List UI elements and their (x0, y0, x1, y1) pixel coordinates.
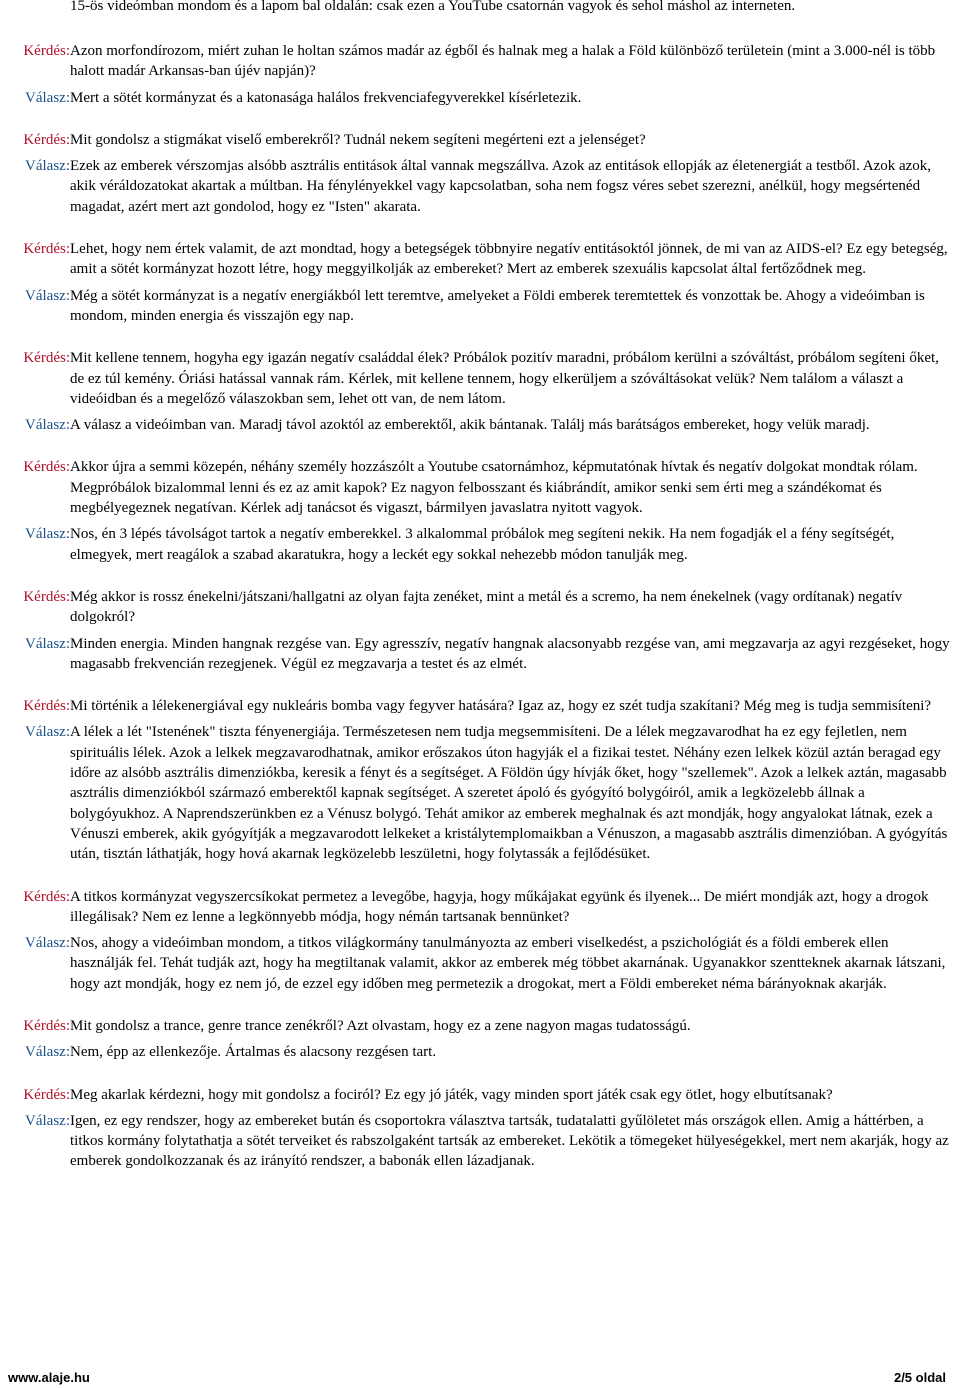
question-text: A titkos kormányzat vegyszercsíkokat permetez a levegőbe, hagyja, hogy műkájakat együnk és ilyenek... De miért mondják azt, hogy a drogok illegálisak? Nem ez lenne a legkönnyebb módja, hogy némán tartsanak bennünket? (70, 888, 929, 925)
question-label: Kérdés: (23, 588, 70, 605)
question-text: Azon morfondírozom, miért zuhan le holtan számos madár az égből és halnak meg a halak a Föld különböző területein (mint a 3.000-nél is több halott madár Arkansas-ban újév napján)? (70, 43, 936, 80)
question-text: Akkor újra a semmi közepén, néhány személy hozzászólt a Youtube csatornámhoz, képmutatónak hívtak és negatív dolgokat mondtak rólam. Megpróbálok bizalommal lenni és ez az amit kapok? Ez nagyon felbosszant és kiábrándít, amikor senki sem érti meg a szándékomat és megbélyegeznek negatívan. Kérlek adj tanácsot és vigaszt, bármilyen javaslatra nyitott vagyok. (70, 459, 918, 517)
answer-text: Igen, ez egy rendszer, hogy az embereket bután és csoportokra választva tartsák, tudatalatti gyűlöletet más országok ellen. Amig a háttérben, a titkos kormány folytathatja a sötét terveiket és rabszolgaként tartsák az embereket. Lekötik a tömegeket hülyeségekkel, mert nem akarják, hogy az emberek gondolkozzanak és az irányító rendszer, a babonák ellen lázadjanak. (70, 1112, 949, 1170)
answer-label: Válasz: (25, 935, 70, 952)
qa-block (0, 130, 960, 217)
question-label: Kérdés: (23, 241, 70, 258)
question-row (0, 1016, 960, 1036)
answer-text: Nos, én 3 lépés távolságot tartok a negatív emberekkel. 3 alkalommal próbálok meg segíteni nekik. Ha nem fogadják el a fény segítségét, elmegyek, mert reagálok a szabad akaratukra, hogy a leckét egy sokkal nehezebb módon tanulják meg. (70, 526, 895, 563)
answer-text: A válasz a videóimban van. Maradj távol azoktól az emberektől, akik bántanak. Találj más barátságos embereket, hogy velük maradj. (70, 417, 870, 434)
question-row (0, 41, 960, 82)
question-label: Kérdés: (23, 1086, 70, 1103)
qa-block (0, 457, 960, 564)
answer-text: Ezek az emberek vérszomjas alsóbb asztrális entitások által vannak megszállva. Azok az entitások ellopják az életenergiát a testből. Azok azok, akik véráldozatokat akartak a múltban. Ha fénylényekkel vagy kapcsolatban, soha nem fogsz véres sebet szerezni, anélkül, hogy megsértenéd magadat, azért mert azt gondolod, hogy ez "Isten" akarata. (70, 158, 932, 215)
answer-label: Válasz: (25, 89, 70, 106)
answer-text: A lélek a lét "Istenének" tiszta fényenergiája. Természetesen nem tudja megsemmisíteni. De a lélek megzavarodhat ha ez egy fejletlen, nem spirituális lélek. Azok a lelkek megzavarodhatnak, amikor erőszakos úton hagyják el a fizikai testet. Néhány ezen lelkek közül aztán beragad egy időre az alsóbb asztrális dimenziókba, keresik a fényt és a segítséget. A Földön úgy hívják őket, hogy "szellemek". Azok a lelkek aztán, magasabb asztrális dimenziókból származó emberektől kapnak segítséget. A szeretet ápoló és gyógyító bolygóiról, amik a legközelebb állnak a bolygóyukhoz. A Naprendszerünkben ez a Vénusz bolygó. Tehát amikor az emberek meghalnak és azt mondják, hogy angyalokat látnak, ezek a Vénuszi emberek, akik gyógyítják a megzavarodott lelkeket a kristálytemplomaikban a Vénuszon, a magasabb asztrális dimenzióban. A gyógyítás után, tisztán láthatják, hogy hová akarnak legközelebb leszületni, hogy folytassák a fejlődésüket. (70, 724, 948, 863)
answer-row (0, 156, 960, 217)
question-label: Kérdés: (23, 888, 70, 905)
question-label: Kérdés: (23, 1017, 70, 1034)
qa-block (0, 696, 960, 864)
answer-label: Válasz: (25, 158, 70, 175)
question-text: Még akkor is rossz énekelni/játszani/hallgatni az olyan fajta zenéket, mint a metál és a scremo, ha nem énekelnek (vagy ordítanak) negatív dolgokról? (70, 588, 903, 626)
qa-block (0, 887, 960, 994)
answer-label: Válasz: (25, 635, 70, 652)
question-label: Kérdés: (23, 131, 70, 148)
question-label: Kérdés: (23, 43, 70, 59)
answer-label: Válasz: (25, 417, 70, 434)
answer-row (0, 1111, 960, 1172)
question-text: Mi történik a lélekenergiával egy nukleáris bomba vagy fegyver hatására? Igaz az, hogy ez szét tudja szakítani? Még meg is tudja semmisíteni? (70, 698, 932, 715)
question-text: Mit gondolsz a stigmákat viselő emberekről? Tudnál nekem segíteni megérteni ezt a jelenséget? (70, 131, 646, 148)
footer-site: www.alaje.hu (8, 1370, 90, 1385)
qa-block (0, 348, 960, 435)
question-text: Mit kellene tennem, hogyha egy igazán negatív családdal élek? Próbálok pozitív maradni, próbálom kerülni a szóváltást, próbálom segíteni őket, de ez túl kemény. Óriási hatással vannak rám. Kérlek, mit kellene tennem, hogy elkerüljem a szóváltásokat velük? Nem találom a választ a videóidban és a megelőző válaszokban sem, lehet ott van, de nem látom. (70, 350, 939, 407)
question-row (0, 696, 960, 716)
answer-row (0, 524, 960, 565)
intro-text: 15-ös videómban mondom és a lapom bal oldalán: csak ezen a YouTube csatornán vagyok és sehol máshol az interneten. (70, 0, 796, 14)
question-label: Kérdés: (23, 459, 70, 476)
question-text: Meg akarlak kérdezni, hogy mit gondolsz a fociról? Ez egy jó játék, vagy minden sport játék csak egy ötlet, hogy elbutítsanak? (70, 1086, 833, 1103)
question-text: Lehet, hogy nem értek valamit, de azt mondtad, hogy a betegségek többnyire negatív entitásoktól jönnek, de mi van az AIDS-el? Ez egy betegség, amit a sötét kormányzat hozott létre, hogy meggyilkolják az embereket? Mert az emberek szexuális kapcsolat által fertőződnek meg. (70, 241, 948, 278)
qa-block (0, 1085, 960, 1172)
qa-block (0, 239, 960, 326)
question-row (0, 348, 960, 409)
answer-label: Válasz: (25, 1044, 70, 1061)
answer-label: Válasz: (25, 526, 70, 543)
question-row (0, 887, 960, 928)
qa-block (0, 1016, 960, 1063)
question-row (0, 587, 960, 628)
answer-label: Válasz: (25, 724, 70, 741)
question-row (0, 457, 960, 518)
answer-row (0, 933, 960, 994)
answer-text: Mert a sötét kormányzat és a katonasága halálos frekvenciafegyverekkel kísérletezik. (70, 89, 582, 106)
question-text: Mit gondolsz a trance, genre trance zenékről? Azt olvastam, hogy ez a zene nagyon magas tudatosságú. (70, 1017, 691, 1034)
answer-label: Válasz: (25, 1112, 70, 1129)
page-footer (8, 1368, 946, 1388)
answer-row (0, 722, 960, 864)
question-label: Kérdés: (23, 698, 70, 715)
answer-row (0, 415, 960, 435)
answer-label: Válasz: (25, 287, 70, 304)
footer-page-number: 2/5 oldal (893, 1370, 946, 1385)
answer-text: Még a sötét kormányzat is a negatív energiákból lett teremtve, amelyeket a Földi emberek teremtettek és vonzottak be. Ahogy a videóimban is mondom, minden energia és visszajön egy nap. (70, 287, 925, 324)
qa-block (0, 41, 960, 108)
question-row (0, 130, 960, 150)
answer-row (0, 1042, 960, 1062)
qa-block (0, 587, 960, 674)
answer-text: Minden energia. Minden hangnak rezgése van. Egy agresszív, negatív hangnak alacsonyabb rezgése van, ami megzavarja az agyi rezgéseket, hogy magasabb frekvencián rezegjenek. Végül ez megzavarja a testet és az elmét. (70, 635, 950, 672)
answer-text: Nos, ahogy a videóimban mondom, a titkos világkormány tanulmányozta az emberi viselkedést, a pszichológiát és a földi emberek ellen használják fel. Tehát tudják azt, hogy ha megtiltanak valamit, akkor az emberek még többet akarnának. Ugyanakkor szentteknek akarnak látszani, hogy azt mondják, hogy ez nem jó, de ezzel egy időben meg permetezik a drogokat, mert a Földi embereket néma bárányoknak akarják. (70, 935, 946, 992)
answer-text: Nem, épp az ellenkezője. Ártalmas és alacsony rezgésen tart. (70, 1044, 437, 1061)
question-label: Kérdés: (23, 350, 70, 367)
question-row (0, 1085, 960, 1105)
answer-row (0, 88, 960, 108)
qa-list (0, 41, 960, 1194)
question-row (0, 239, 960, 280)
answer-row (0, 634, 960, 675)
answer-row (0, 286, 960, 327)
